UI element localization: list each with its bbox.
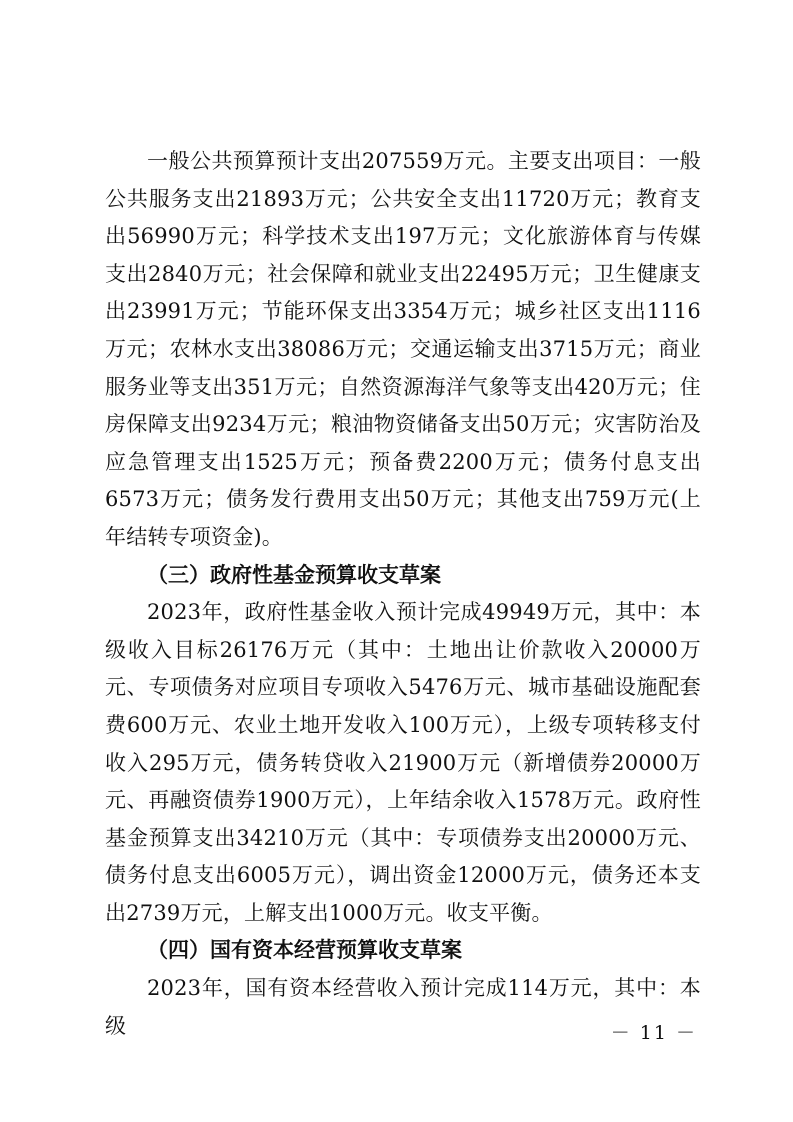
- section-heading-government-fund-budget: （三）政府性基金预算收支草案: [147, 562, 441, 587]
- section-heading-state-capital-budget: （四）国有资本经营预算收支草案: [147, 938, 462, 963]
- page-number: － 11 －: [610, 1022, 697, 1044]
- paragraph-state-capital-budget: 2023年，国有资本经营收入预计完成114万元，其中：本级: [105, 976, 701, 1038]
- document-body: [105, 143, 701, 1045]
- paragraph-government-fund-budget: 2023年，政府性基金收入预计完成49949万元，其中：本级收入目标26176万元（其中：土地出让价款收入20000万元、专项债务对应项目专项收入5476万元、城市基础设施配套费600万元、农业土地开发收入100万元），上级专项转移支付收入295万元，债务转贷收入21900万元（新增债券20000万元、再融资债券1900万元），上年结余收入1578万元。政府性基金预算支出34210万元（其中：专项债券支出20000万元、债务付息支出6005万元），调出资金12000万元，债务还本支出2739万元，上解支出1000万元。收支平衡。: [105, 600, 701, 925]
- paragraph-general-budget-expenditure: 一般公共预算预计支出207559万元。主要支出项目：一般公共服务支出21893万元；公共安全支出11720万元；教育支出56990万元；科学技术支出197万元；文化旅游体育与传媒支出2840万元；社会保障和就业支出22495万元；卫生健康支出23991万元；节能环保支出3354万元；城乡社区支出1116万元；农林水支出38086万元；交通运输支出3715万元；商业服务业等支出351万元；自然资源海洋气象等支出420万元；住房保障支出9234万元；粮油物资储备支出50万元；灾害防治及应急管理支出1525万元；预备费2200万元；债务付息支出6573万元；债务发行费用支出50万元；其他支出759万元(上年结转专项资金)。: [105, 149, 701, 549]
